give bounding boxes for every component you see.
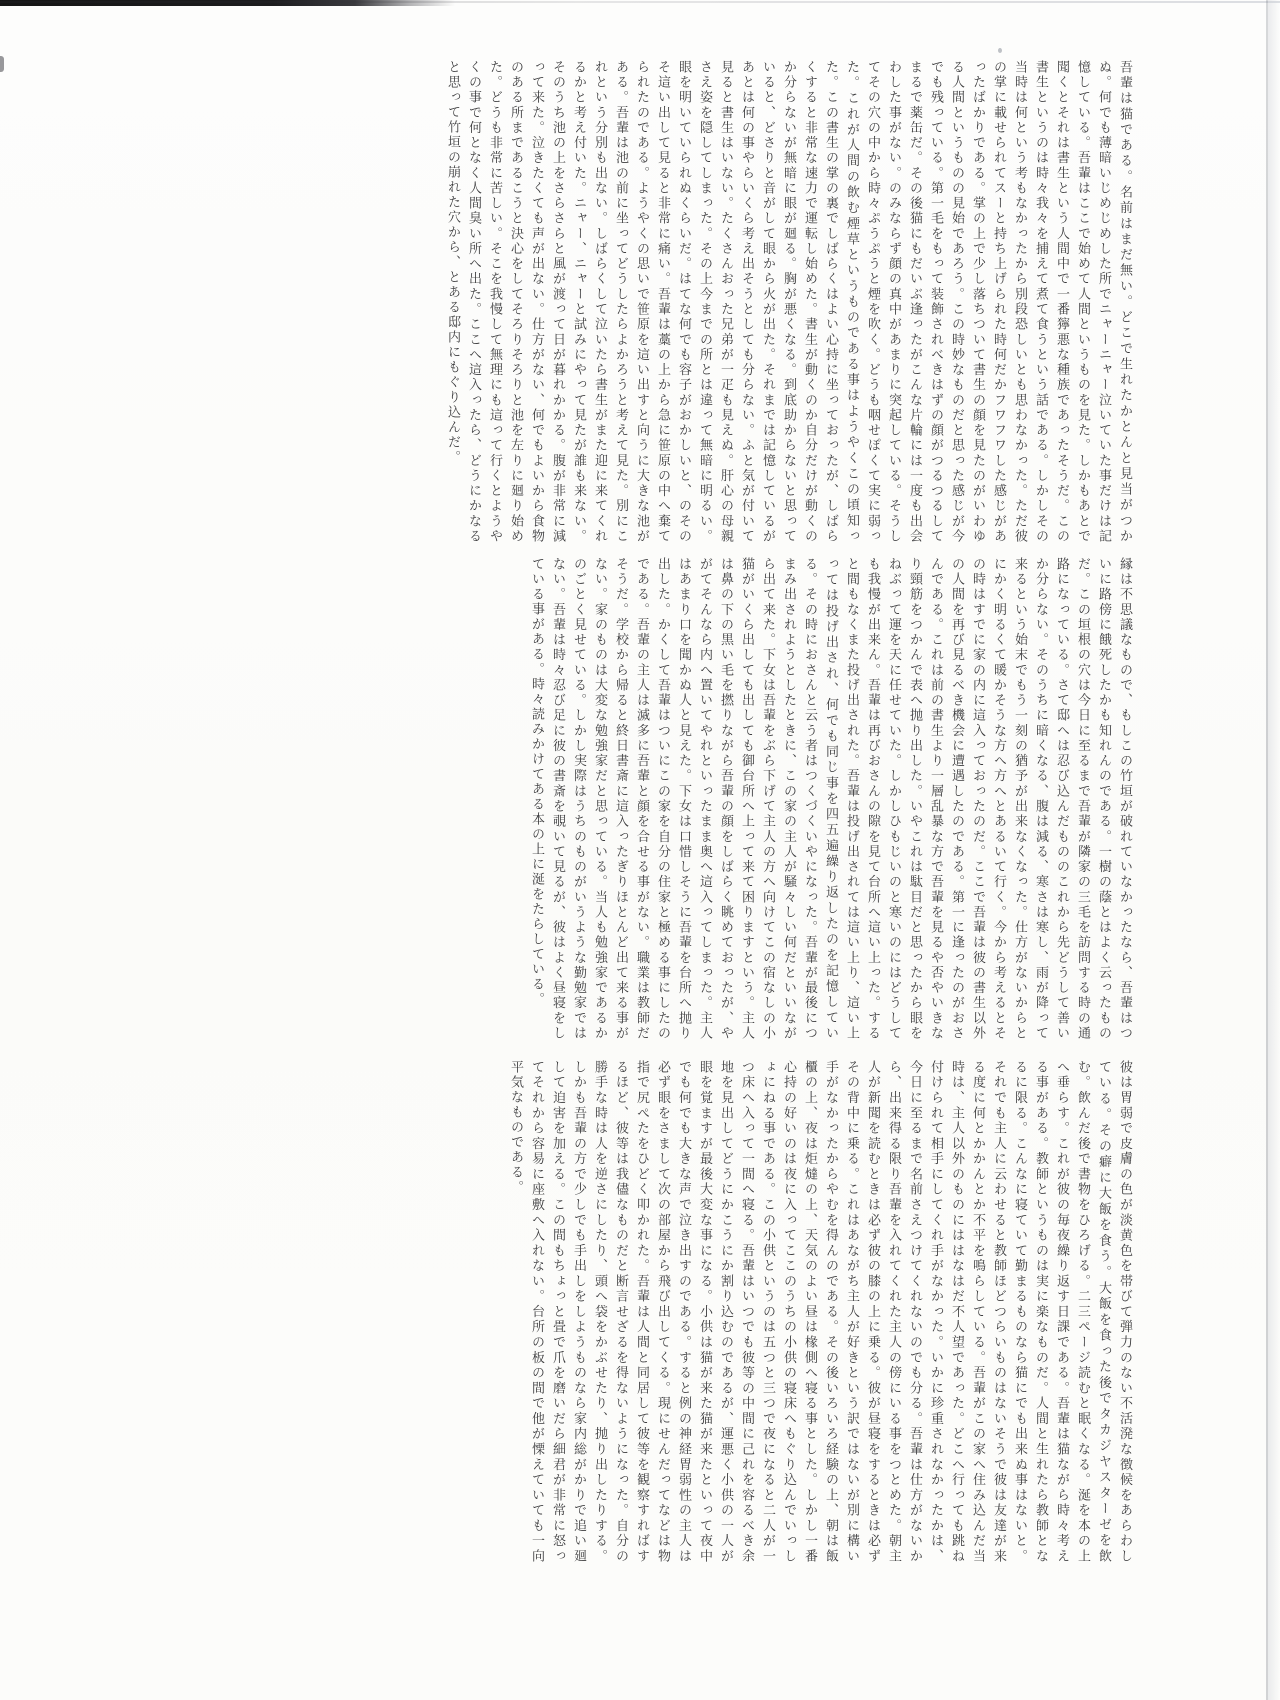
scan-artifact-left-nub [0, 56, 4, 72]
page-edge-shadow [1268, 0, 1280, 1700]
text-block-bottom: 彼は胃弱で皮膚の色が淡黄色を帯びて弾力のない不活溌な徴候をあらわしている。その癖に大飯を食う。大飯を食った後でタカジヤスターゼを飲む。飲んだ後で書物をひろげる。二三ページ読むと眠くなる。涎を本の上へ垂らす。これが彼の毎夜繰り返す日課である。吾輩は猫ながら時々考える事がある。教師というものは実に楽なものだ。人間と生れたら教師となるに限る。こんなに寝ていて勤まるものなら猫にでも出来ぬ事はないと。それでも主人に云わせると教師ほどつらいものはないそうで彼は友達が来る度に何とかかんとか不平を鳴らしている。吾輩がこの家へ住み込んだ当時は、主人以外のものにははなはだ不人望であった。どこへ行っても跳ね付けられて相手にしてくれ手がなかった。いかに珍重されなかったかは、今日に至るまで名前さえつけてくれないのでも分る。吾輩は仕方がないから、出来得る限り吾輩を入れてくれた主人の傍にいる事をつとめた。朝主人が新聞を読むときは必ず彼の膝の上に乗る。彼が昼寝をするときは必ずその背中に乗る。これはあながち主人が好きという訳ではないが別に構い手がなかったからやむを得んのである。その後いろいろ経験の上、朝は飯櫃の上、夜は炬燵の上、天気のよい昼は椽側へ寝る事とした。しかし一番心持の好いのは夜に入ってここのうちの小供の寝床へもぐり込んでいっしょにねる事である。この小供というのは五つと三つで夜になると二人が一つ床へ入って一間へ寝る。吾輩はいつでも彼等の中間に己れを容るべき余地を見出してどうにかこうにか割り込むのであるが、運悪く小供の一人が眼を覚ますが最後大変な事になる。小供は猫が来た猫が来たといって夜中でも何でも大きな声で泣き出すのである。すると例の神経胃弱性の主人は必ず眼をさまして次の部屋から飛び出してくる。現にせんだってなどは物指で尻ぺたをひどく叩かれた。吾輩は人間と同居して彼等を観察すればするほど、彼等は我儘なものだと断言せざるを得ないようになった。自分の勝手な時は人を逆さにしたり、頭へ袋をかぶせたり、抛り出したりする。しかも吾輩の方で少しでも手出しをしようものなら家内総がかりで追い廻して迫害を加える。この間もちょっと畳で爪を磨いだら細君が非常に怒ってそれから容易に座敷へ入れない。台所の板の間で他が慄えていても一向平気なものである。 [508, 1060, 1132, 1564]
text-block-middle: 縁は不思議なもので、もしこの竹垣が破れていなかったなら、吾輩はついに路傍に餓死したかも知れんのである。一樹の蔭とはよく云ったものだ。この垣根の穴は今日に至るまで吾輩が隣家の三毛を訪問する時の通路になっている。さて邸へは忍び込んだもののこれから先どうして善いか分らない。そのうちに暗くなる、腹は減る、寒さは寒し、雨が降って来るという始末でもう一刻の猶予が出来なくなった。仕方がないからとにかく明るくて暖かそうな方へ方へとあるいて行く。今から考えるとその時はすでに家の内に這入っておったのだ。ここで吾輩は彼の書生以外の人間を再び見るべき機会に遭遇したのである。第一に逢ったのがおさんである。これは前の書生より一層乱暴な方で吾輩を見るや否やいきなり頸筋をつかんで表へ抛り出した。いやこれは駄目だと思ったから眼をねぶって運を天に任せていた。しかしひもじいのと寒いのにはどうしても我慢が出来ん。吾輩は再びおさんの隙を見て台所へ這い上った。すると間もなくまた投げ出された。吾輩は投げ出されては這い上り、這い上っては投げ出され、何でも同じ事を四五遍繰り返したのを記憶している。その時におさんと云う者はつくづくいやになった。吾輩が最後につまみ出されようとしたときに、この家の主人が騒々しい何だといいながら出て来た。下女は吾輩をぶら下げて主人の方へ向けてこの宿なしの小猫がいくら出しても出しても御台所へ上って来て困りますという。主人は鼻の下の黒い毛を撚りながら吾輩の顔をしばらく眺めておったが、やがてそんなら内へ置いてやれといったまま奥へ這入ってしまった。主人はあまり口を聞かぬ人と見えた。下女は口惜しそうに吾輩を台所へ抛り出した。かくして吾輩はついにこの家を自分の住家と極める事にしたのである。吾輩の主人は滅多に吾輩と顔を合せる事がない。職業は教師だそうだ。学校から帰ると終日書斎に這入ったぎりほとんど出て来る事がない。家のものは大変な勉強家だと思っている。当人も勉強家であるかのごとく見せている。しかし実際はうちのものがいうような勤勉家ではない。吾輩は時々忍び足に彼の書斎を覗いて見るが、彼はよく昼寝をしている事がある。時々読みかけてある本の上に涎をたらしている。 [529, 557, 1132, 1041]
scan-artifact-speck [998, 48, 1002, 53]
text-block-top: 吾輩は猫である。名前はまだ無い。どこで生れたかとんと見当がつかぬ。何でも薄暗いじめじめした所でニャーニャー泣いていた事だけは記憶している。吾輩はここで始めて人間というものを見た。しかもあとで聞くとそれは書生という人間中で一番獰悪な種族であったそうだ。この書生というのは時々我々を捕えて煮て食うという話である。しかしその当時は何という考もなかったから別段恐しいとも思わなかった。ただ彼の掌に載せられてスーと持ち上げられた時何だかフワフワした感じがあったばかりである。掌の上で少し落ちついて書生の顔を見たのがいわゆる人間というものの見始であろう。この時妙なものだと思った感じが今でも残っている。第一毛をもって装飾されべきはずの顔がつるつるしてまるで薬缶だ。その後猫にもだいぶ逢ったがこんな片輪には一度も出会わした事がない。のみならず顔の真中があまりに突起している。そうしてその穴の中から時々ぷうぷうと煙を吹く。どうも咽せぽくて実に弱った。これが人間の飲む煙草というものである事はようやくこの頃知った。この書生の掌の裏でしばらくはよい心持に坐っておったが、しばらくすると非常な速力で運転し始めた。書生が動くのか自分だけが動くのか分らないが無暗に眼が廻る。胸が悪くなる。到底助からないと思っていると、どさりと音がして眼から火が出た。それまでは記憶しているがあとは何の事やらいくら考え出そうとしても分らない。ふと気が付いて見ると書生はいない。たくさんおった兄弟が一疋も見えぬ。肝心の母親さえ姿を隠してしまった。その上今までの所とは違って無暗に明るい。眼を明いていられぬくらいだ。はてな何でも容子がおかしいと、のそのそ這い出して見ると非常に痛い。吾輩は藁の上から急に笹原の中へ棄てられたのである。ようやくの思いで笹原を這い出すと向うに大きな池がある。吾輩は池の前に坐ってどうしたらよかろうと考えて見た。別にこれという分別も出ない。しばらくして泣いたら書生がまた迎に来てくれるかと考え付いた。ニャー、ニャーと試みにやって見たが誰も来ない。そのうち池の上をさらさらと風が渡って日が暮れかかる。腹が非常に減って来た。泣きたくても声が出ない。仕方がない、何でもよいから食物のある所まであるこうと決心をしてそろりそろりと池を左りに廻り始めた。どうも非常に苦しい。そこを我慢して無理にも這って行くとようやくの事で何となく人間臭い所へ出た。ここへ這入ったら、どうにかなると思って竹垣の崩れた穴から、とある邸内にもぐり込んだ。 [445, 60, 1132, 544]
scan-artifact-top-hairline [0, 1, 1280, 3]
